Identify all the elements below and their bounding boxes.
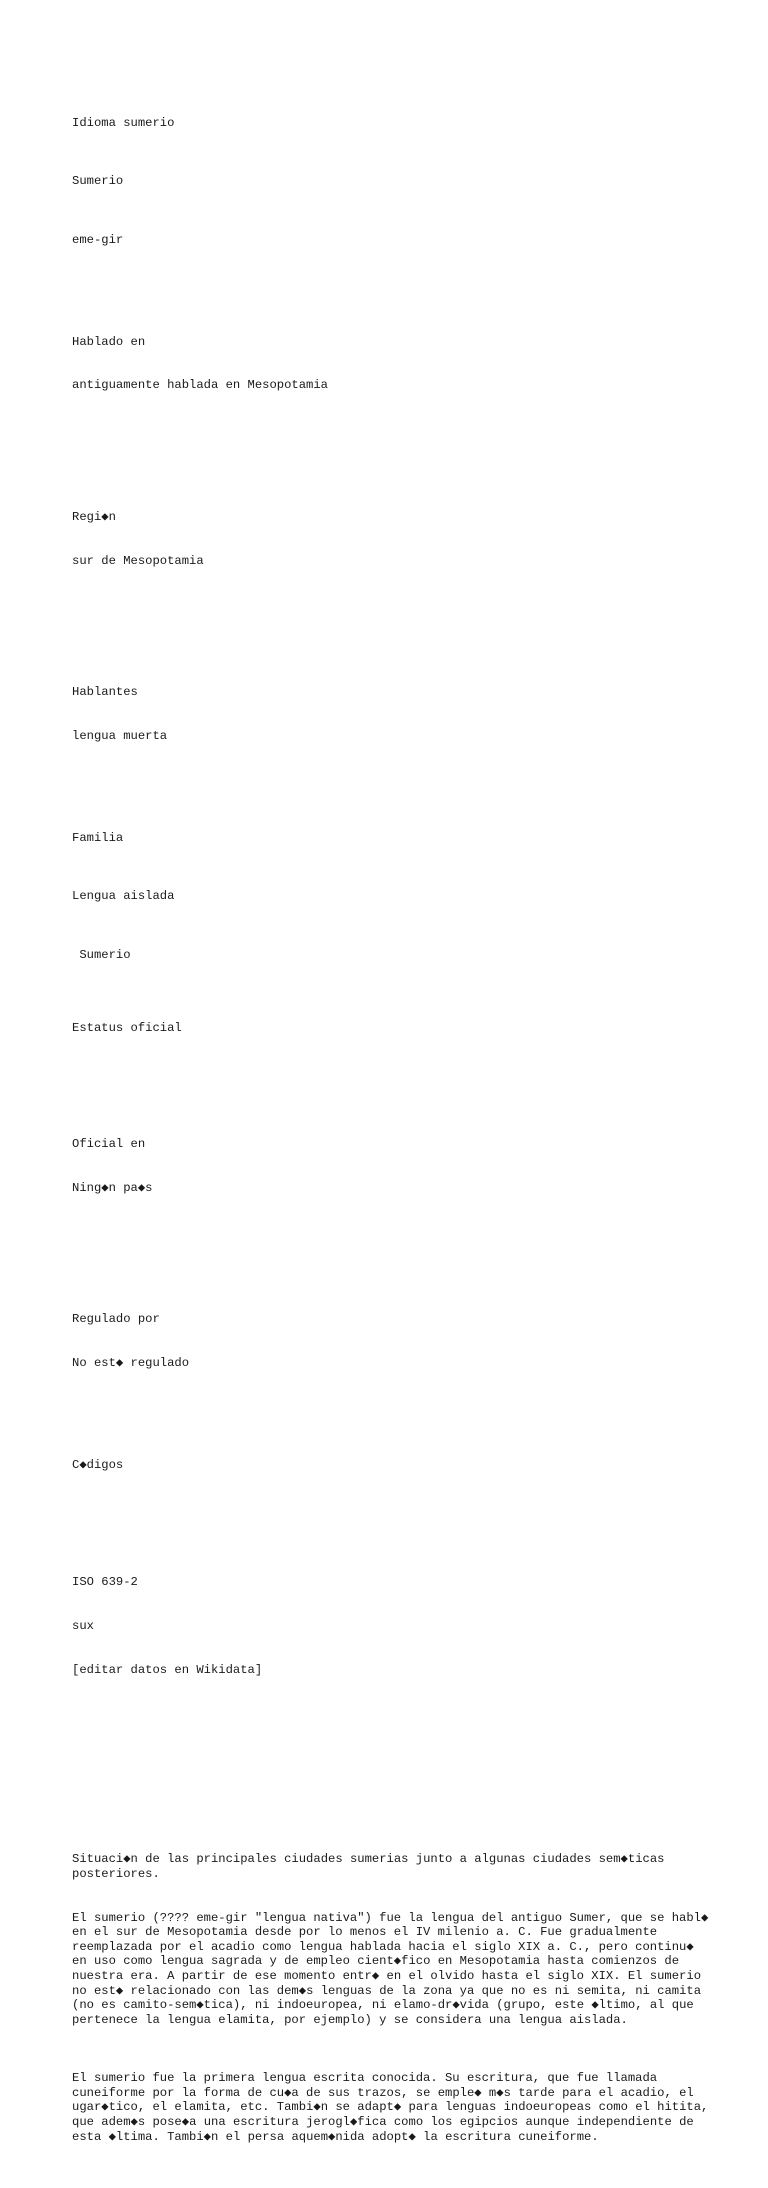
region-label: Regi◆n xyxy=(72,509,116,524)
spoken-in-row xyxy=(72,306,712,423)
spoken-in-label: Hablado en xyxy=(72,334,146,349)
iso-value: sux xyxy=(72,1618,94,1633)
iso-label: ISO 639-2 xyxy=(72,1575,138,1590)
family-label: Familia xyxy=(72,830,124,845)
speakers-label: Hablantes xyxy=(72,684,138,699)
spoken-in-value: antiguamente hablada en Mesopotamia xyxy=(72,378,328,393)
speakers-value: lengua muerta xyxy=(72,728,168,743)
iso-row xyxy=(72,1546,712,1707)
map-caption: Situaci◆n de las principales ciudades sumerias junto a algunas ciudades sem◆ticas posteriores. xyxy=(72,1852,672,1881)
regulated-label: Regulado por xyxy=(72,1312,160,1327)
official-in-row xyxy=(72,1108,712,1225)
family-sub: Sumerio xyxy=(72,947,131,962)
speakers-row xyxy=(72,656,712,773)
wikidata-link[interactable]: [editar datos en Wikidata] xyxy=(72,1662,263,1677)
article-paragraph-1: El sumerio (???? eme-gir "lengua nativa") fue la lengua del antiguo Sumer, que se habl◆ en el sur de Mesopotamia desde por lo menos el IV milenio a. C. Fue gradualmente reemplazada por el acadio como lengua hablada hacia el siglo XIX a. C., pero continu◆ en uso como lengua sagrada y de empleo cient◆fico en Mesopotamia hasta comienzos de nuestra era. A partir de ese momento entr◆ en el olvido hasta el siglo XIX. El sumerio no est◆ relacionado con las dem◆s lenguas de la zona ya que no es ni semita, ni camita (no es camito-sem◆tica), ni indoeuropea, ni elamo-dr◆vida (grupo, este ◆ltimo, al que pertenece la lengua elamita, por ejemplo) y se considera una lengua aislada. xyxy=(72,1910,716,2027)
native-name: Sumerio xyxy=(72,174,124,189)
region-value: sur de Mesopotamia xyxy=(72,553,204,568)
codes-label: C◆digos xyxy=(72,1458,124,1473)
regulated-value: No est◆ regulado xyxy=(72,1356,190,1371)
region-row xyxy=(72,481,712,598)
infobox-title: Idioma sumerio xyxy=(72,115,175,130)
status-label: Estatus oficial xyxy=(72,1020,182,1035)
official-in-label: Oficial en xyxy=(72,1137,146,1152)
family-value: Lengua aislada xyxy=(72,889,175,904)
article-paragraph-2: El sumerio fue la primera lengua escrita conocida. Su escritura, que fue llamada cuneiforme por la forma de cu◆a de sus trazos, se emple◆ m◆s tarde para el acadio, el ugar◆tico, el elamita, etc. Tambi◆n se adapt◆ para lenguas indoeuropeas como el hitita, que adem◆s pose◆a una escritura jerogl◆fica como los egipcios aunque independiente de esta ◆ltima. Tambi◆n el persa aquem◆nida adopt◆ la escritura cuneiforme. xyxy=(72,2071,716,2144)
document-page xyxy=(72,72,716,2188)
regulated-row xyxy=(72,1283,712,1400)
official-in-value: Ning◆n pa◆s xyxy=(72,1181,153,1196)
endonym: eme-gir xyxy=(72,232,124,247)
